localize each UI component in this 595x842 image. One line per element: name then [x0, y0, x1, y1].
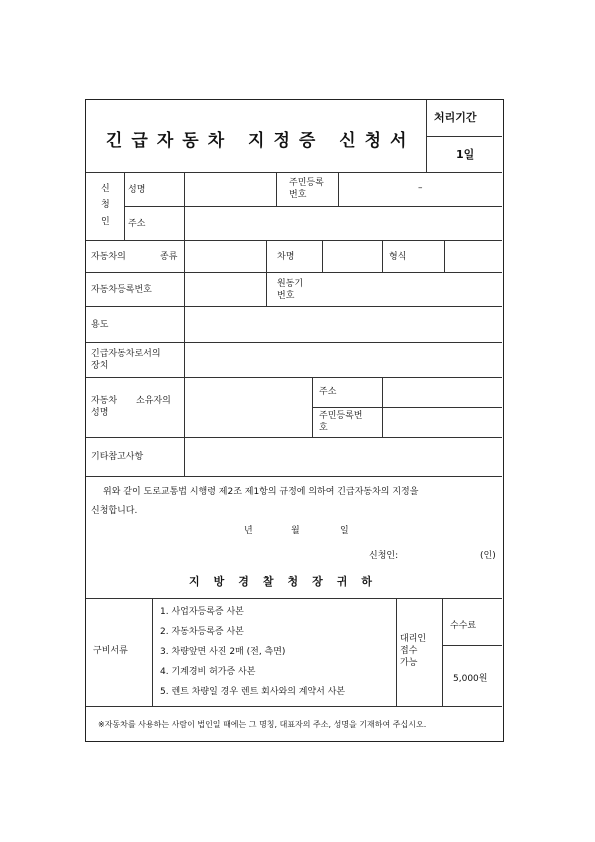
divider — [124, 172, 125, 240]
document-item-5: 5. 렌트 차량일 경우 렌트 회사와의 계약서 사본 — [160, 687, 346, 697]
vehicle-type-field[interactable] — [185, 241, 265, 272]
applicant-address-field[interactable] — [185, 207, 502, 240]
divider — [152, 598, 153, 706]
document-item-2: 2. 자동차등록증 사본 — [160, 627, 244, 637]
owner-label-a: 자동차 — [91, 396, 118, 406]
owner-rrn-label: 주민등록번 호 — [319, 411, 363, 433]
engine-no-label: 원동기 번호 — [277, 279, 304, 301]
divider — [396, 598, 397, 706]
vehicle-type-label-a: 자동차의 — [91, 252, 126, 262]
divider — [86, 240, 502, 241]
divider — [442, 598, 443, 706]
divider — [266, 240, 267, 306]
document-item-4: 4. 기계경비 허가증 사본 — [160, 667, 256, 677]
processing-period-label: 처리기간 — [434, 111, 477, 124]
engine-no-field[interactable] — [323, 273, 502, 306]
divider — [382, 240, 383, 272]
required-documents-label: 구비서류 — [93, 646, 128, 656]
owner-label-b: 소유자의 — [136, 396, 171, 406]
vehicle-type-label-b: 종류 — [160, 252, 178, 262]
applicant-name-label: 성명 — [128, 185, 146, 195]
divider — [86, 476, 502, 477]
use-field[interactable] — [185, 307, 502, 342]
other-notes-field[interactable] — [185, 438, 502, 476]
divider — [442, 645, 502, 646]
seal-mark: (인) — [480, 551, 496, 561]
date-month: 월 — [291, 526, 300, 536]
fee-value: 5,000원 — [453, 674, 488, 684]
owner-rrn-field[interactable] — [383, 408, 502, 437]
applicant-char-1: 신 — [101, 184, 110, 194]
owner-name-field[interactable] — [185, 378, 311, 437]
owner-address-label: 주소 — [319, 387, 337, 397]
applicant-char-2: 청 — [101, 200, 110, 210]
vehicle-reg-no-field[interactable] — [185, 273, 265, 306]
proxy-acceptance-label: 대리인 접수 가능 — [400, 634, 427, 668]
applicant-address-label: 주소 — [128, 219, 146, 229]
recipient: 지방경찰청장귀하 — [189, 575, 387, 588]
form-title: 긴급자동차 지정증 신청서 — [106, 131, 416, 151]
applicant-char-3: 인 — [101, 217, 110, 227]
divider — [426, 136, 502, 137]
emergency-device-label: 긴급자동차로서의 장치 — [91, 349, 161, 371]
divider — [426, 100, 427, 172]
divider — [276, 172, 277, 206]
document-item-3: 3. 차량앞면 사진 2매 (전, 측면) — [160, 647, 286, 657]
owner-address-field[interactable] — [383, 378, 502, 407]
date-day: 일 — [340, 526, 349, 536]
applicant-rrn-label: 주민등록 번호 — [289, 178, 324, 200]
divider — [86, 706, 502, 707]
vehicle-name-label: 차명 — [277, 252, 295, 262]
processing-period-value: 1일 — [456, 148, 475, 161]
application-form — [85, 99, 504, 742]
declaration-line-2: 신청합니다. — [91, 506, 138, 516]
declaration-line-1: 위와 같이 도로교통법 시행령 제2조 제1항의 규정에 의하여 긴급자동차의 지정을 — [103, 487, 419, 497]
applicant-name-field[interactable] — [185, 173, 275, 205]
vehicle-name-field[interactable] — [323, 241, 381, 272]
document-item-1: 1. 사업자등록증 사본 — [160, 607, 244, 617]
vehicle-model-field[interactable] — [445, 241, 502, 272]
footnote: ※자동차를 사용하는 사람이 법인일 때에는 그 명칭, 대표자의 주소, 성명을 기재하여 주십시오. — [98, 720, 427, 729]
date-year: 년 — [244, 526, 253, 536]
divider — [312, 377, 313, 437]
rrn-dash: – — [418, 183, 423, 193]
emergency-device-field[interactable] — [185, 343, 502, 377]
divider — [86, 598, 502, 599]
fee-label: 수수료 — [450, 621, 477, 631]
applicant-signature-label: 신청인: — [369, 551, 399, 561]
vehicle-reg-no-label: 자동차등록번호 — [91, 285, 152, 295]
vehicle-model-label: 형식 — [389, 252, 407, 262]
use-label: 용도 — [91, 320, 109, 330]
applicant-signature-field[interactable] — [404, 548, 476, 562]
owner-label-c: 성명 — [91, 408, 109, 418]
other-notes-label: 기타참고사항 — [91, 452, 144, 462]
